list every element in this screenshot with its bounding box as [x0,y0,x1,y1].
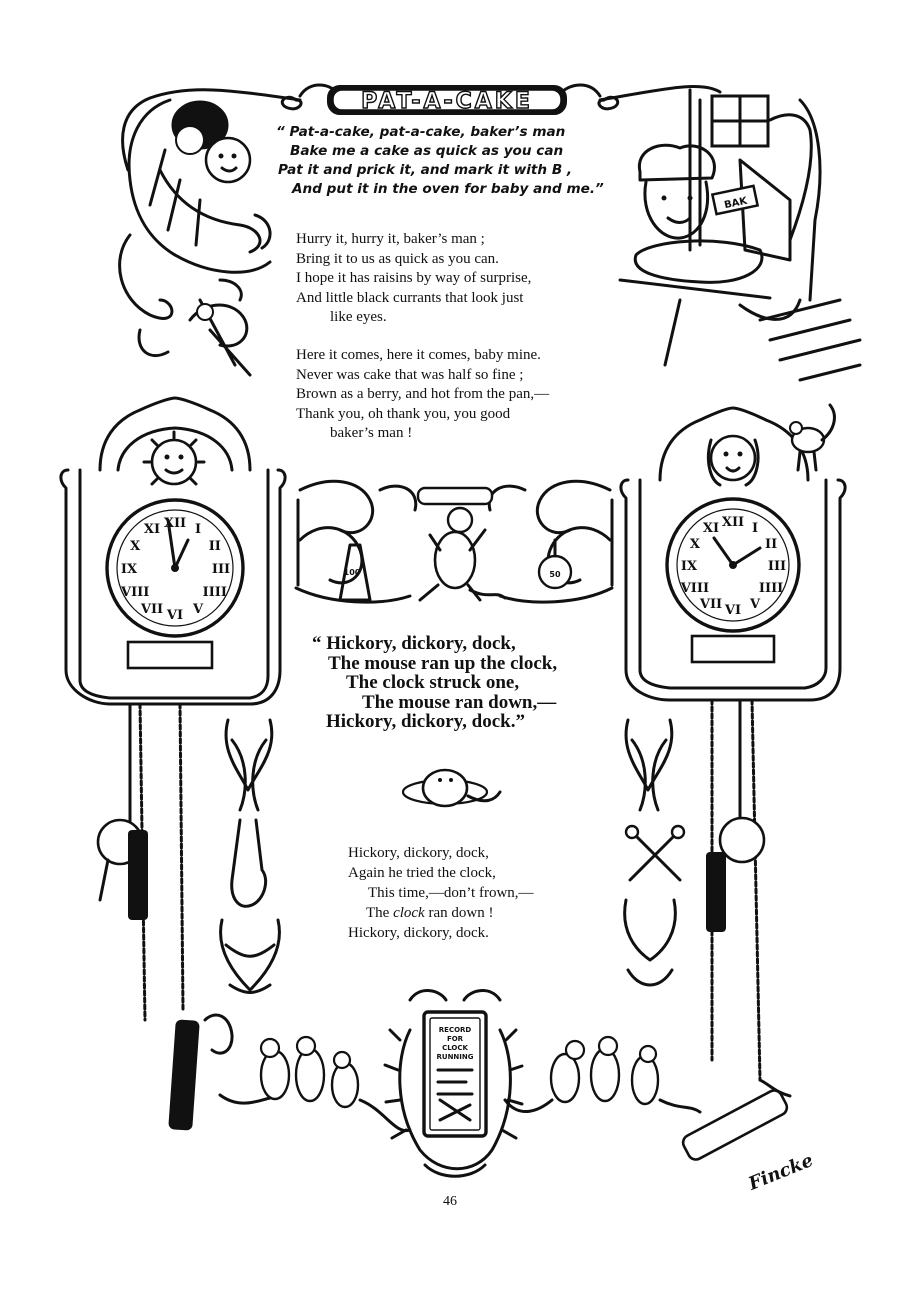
right-mice-group [505,1037,700,1112]
clock-numeral: VIII [121,585,150,600]
verse3-line-5: baker’s man ! [330,425,413,441]
lion-face [708,436,758,485]
clock-numeral: III [767,559,787,574]
verse1-line-3: Pat it and prick it, and mark it with B , [278,162,573,178]
left-weight-label: 100 [343,568,361,577]
clock-numeral: IIII [202,585,227,600]
hickory2-line-4-clock: clock [393,905,425,921]
title-text: PAT-A-CAKE [361,89,533,114]
hurry-verse [296,230,531,328]
hickory-dickory-verse [312,634,557,732]
hickory2-line-5: Hickory, dickory, dock. [348,925,489,941]
left-vertical-ornament [221,720,280,993]
verse3-line-4: Thank you, oh thank you, you good [296,405,511,422]
clock-numeral: X [689,537,700,552]
clock-numeral: XII [721,515,745,530]
hickory2-line-4-start: The [366,905,394,921]
clock-numeral: IX [680,559,698,574]
verse1-line-2: Bake me a cake as quick as you can [290,143,564,159]
hickory2-line-4 [348,903,534,923]
hickory1-line-5: Hickory, dickory, dock.” [326,711,525,732]
clock-numeral: XI [143,522,161,538]
verse2-line-4: And little black currants that look just [296,289,524,306]
children-vignette [120,100,270,375]
small-mouse [403,770,500,806]
clock-numeral: I [751,520,759,536]
verse2-line-5: like eyes. [330,309,387,325]
verse2-line-2: Bring it to us as quick as you can. [296,250,499,267]
clock-numeral: X [130,539,141,554]
ornament-panel [296,481,612,602]
clock-numeral: V [192,601,204,617]
left-mice-group [205,1015,410,1131]
hickory1-line-2: The mouse ran up the clock, [328,652,558,674]
left-cuckoo-clock [61,398,285,1131]
sun-face [144,432,204,484]
clock-numeral: VIII [680,581,710,596]
clock-numeral: II [765,537,778,552]
verse3-line-3: Brown as a berry, and hot from the pan,— [296,386,550,402]
page-number: 46 [443,1194,457,1209]
hickory1-line-1: “ Hickory, dickory, dock, [312,633,516,654]
verse2-line-3: I hope it has raisins by way of surprise, [296,270,532,286]
verse2-line-1: Hurry it, hurry it, baker’s man ; [296,231,485,247]
clock-numeral: VI [166,608,184,623]
hickory2-line-3: This time,—don’t frown,— [368,885,534,901]
clock-numeral: VII [140,601,164,617]
clock-numeral: VI [724,603,742,618]
right-weight-label: 50 [549,570,561,579]
record-line-3: CLOCK [442,1044,468,1052]
record-line-1: RECORD [438,1026,472,1034]
clock-numeral: V [749,597,761,613]
clock-numeral: IX [120,562,138,577]
clock-numeral: III [211,562,231,577]
record-line-2: FOR [446,1035,464,1043]
hickory1-line-4: The mouse ran down,— [362,691,557,713]
verse1-line-4: And put it in the oven for baby and me.” [292,181,604,197]
baker-vignette [620,90,860,380]
here-it-comes-verse [296,346,549,444]
signature-text: Fincke [745,1149,817,1195]
right-vertical-ornament [625,720,684,985]
clock-numeral: IIII [758,581,784,596]
winding-mouse [420,508,505,600]
hickory2-line-4-end: ran down ! [424,905,494,921]
hickory-second-verse [348,843,534,943]
bakery-sign-text: BAK [723,195,749,212]
clock-numeral: XII [163,516,187,531]
verse3-line-2: Never was cake that was half so fine ; [296,366,524,383]
hickory1-line-3: The clock struck one, [346,672,520,693]
artist-signature [745,1150,816,1195]
clock-numeral: VII [699,597,723,613]
clock-numeral: XI [702,520,720,536]
pat-a-cake-verse [276,123,636,199]
verse1-line-1: “ Pat-a-cake, pat-a-cake, baker’s man [276,124,566,140]
clock-numeral: II [208,539,221,554]
verse3-line-1: Here it comes, here it comes, baby mine. [296,347,541,363]
record-line-4: RUNNING [436,1053,474,1061]
mouse-on-clock [790,405,834,470]
hickory2-line-1: Hickory, dickory, dock, [348,845,489,861]
hickory2-line-2: Again he tried the clock, [348,865,496,881]
clock-numeral: I [194,522,202,538]
record-wreath [385,991,522,1177]
